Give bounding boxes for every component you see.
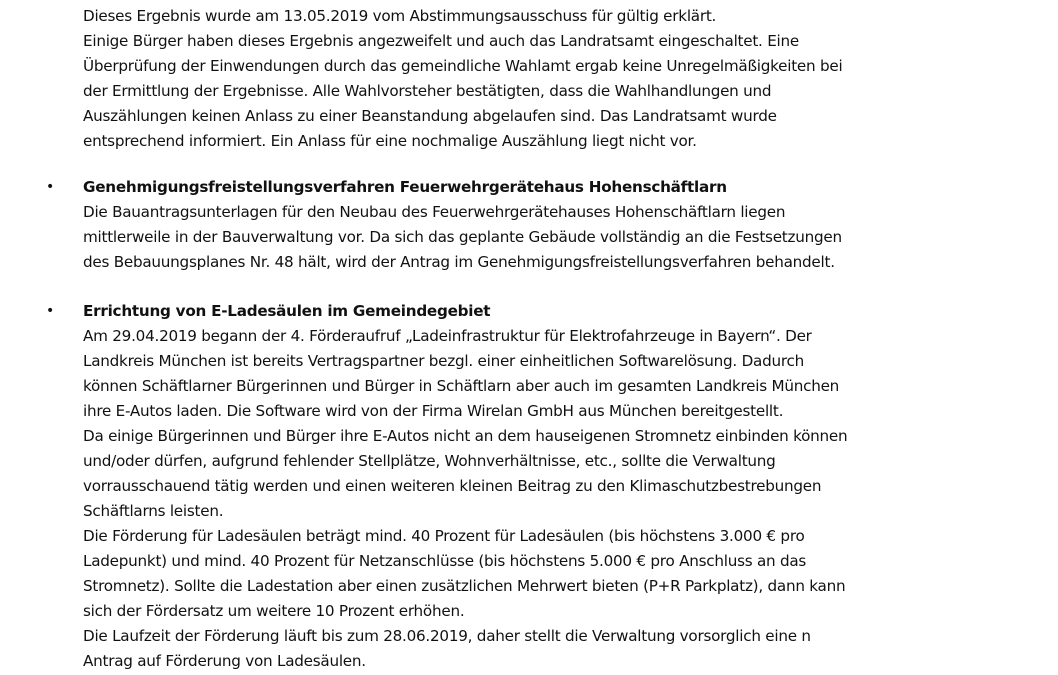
intro-paragraph [83, 4, 1038, 154]
intro-line: Dieses Ergebnis wurde am 13.05.2019 vom Abstimmungsausschuss für gültig erklärt. [83, 7, 717, 25]
section-feuerwehr [83, 175, 1038, 275]
section-heading: Genehmigungsfreistellungsverfahren Feuerwehrgerätehaus Hohenschäftlarn [83, 178, 727, 196]
section-line: mittlerweile in der Bauverwaltung vor. Da sich das geplante Gebäude vollständig an die Festsetzungen [83, 228, 842, 246]
intro-line: der Ermittlung der Ergebnisse. Alle Wahlvorsteher bestätigten, dass die Wahlhandlungen und [83, 82, 772, 100]
section-line: und/oder dürfen, aufgrund fehlender Stellplätze, Wohnverhältnisse, etc., sollte die Verwaltung [83, 452, 776, 470]
section-line: des Bebauungsplanes Nr. 48 hält, wird der Antrag im Genehmigungsfreistellungsverfahren behandelt. [83, 253, 835, 271]
intro-line: Einige Bürger haben dieses Ergebnis angezweifelt und auch das Landratsamt eingeschaltet. Eine [83, 32, 799, 50]
section-line: sich der Fördersatz um weitere 10 Prozent erhöhen. [83, 602, 465, 620]
section-line: Die Bauantragsunterlagen für den Neubau des Feuerwehrgerätehauses Hohenschäftlarn liegen [83, 203, 786, 221]
section-line: ihre E-Autos laden. Die Software wird von der Firma Wirelan GmbH aus München bereitgestellt. [83, 402, 784, 420]
section-line: Stromnetz). Sollte die Ladestation aber einen zusätzlichen Mehrwert bieten (P+R Parkplatz), dann kann [83, 577, 846, 595]
section-line: vorrausschauend tätig werden und einen weiteren kleinen Beitrag zu den Klimaschutzbestrebungen [83, 477, 822, 495]
section-e-ladesaeulen [83, 299, 1038, 674]
section-line: Antrag auf Förderung von Ladesäulen. [83, 652, 366, 670]
section-line: Schäftlarns leisten. [83, 502, 224, 520]
bullet-marker: • [46, 179, 55, 195]
intro-line: entsprechend informiert. Ein Anlass für eine nochmalige Auszählung liegt nicht vor. [83, 132, 697, 150]
intro-line: Überprüfung der Einwendungen durch das gemeindliche Wahlamt ergab keine Unregelmäßigkeiten bei [83, 57, 843, 75]
section-line: Die Förderung für Ladesäulen beträgt mind. 40 Prozent für Ladesäulen (bis höchstens 3.000 € pro [83, 527, 805, 545]
section-line: Am 29.04.2019 begann der 4. Förderaufruf „Ladeinfrastruktur für Elektrofahrzeuge in Bayern“. Der [83, 327, 812, 345]
section-line: können Schäftlarner Bürgerinnen und Bürger in Schäftlarn aber auch im gesamten Landkreis München [83, 377, 840, 395]
section-line: Ladepunkt) und mind. 40 Prozent für Netzanschlüsse (bis höchstens 5.000 € pro Anschluss an das [83, 552, 807, 570]
section-line: Landkreis München ist bereits Vertragspartner bezgl. einer einheitlichen Softwarelösung. Dadurch [83, 352, 804, 370]
bullet-marker: • [46, 303, 55, 319]
section-heading: Errichtung von E-Ladesäulen im Gemeindegebiet [83, 302, 491, 320]
section-line: Die Laufzeit der Förderung läuft bis zum 28.06.2019, daher stellt die Verwaltung vorsorglich eine n [83, 627, 811, 645]
section-line: Da einige Bürgerinnen und Bürger ihre E-Autos nicht an dem hauseigenen Stromnetz einbinden können [83, 427, 848, 445]
intro-line: Auszählungen keinen Anlass zu einer Beanstandung abgelaufen sind. Das Landratsamt wurde [83, 107, 777, 125]
